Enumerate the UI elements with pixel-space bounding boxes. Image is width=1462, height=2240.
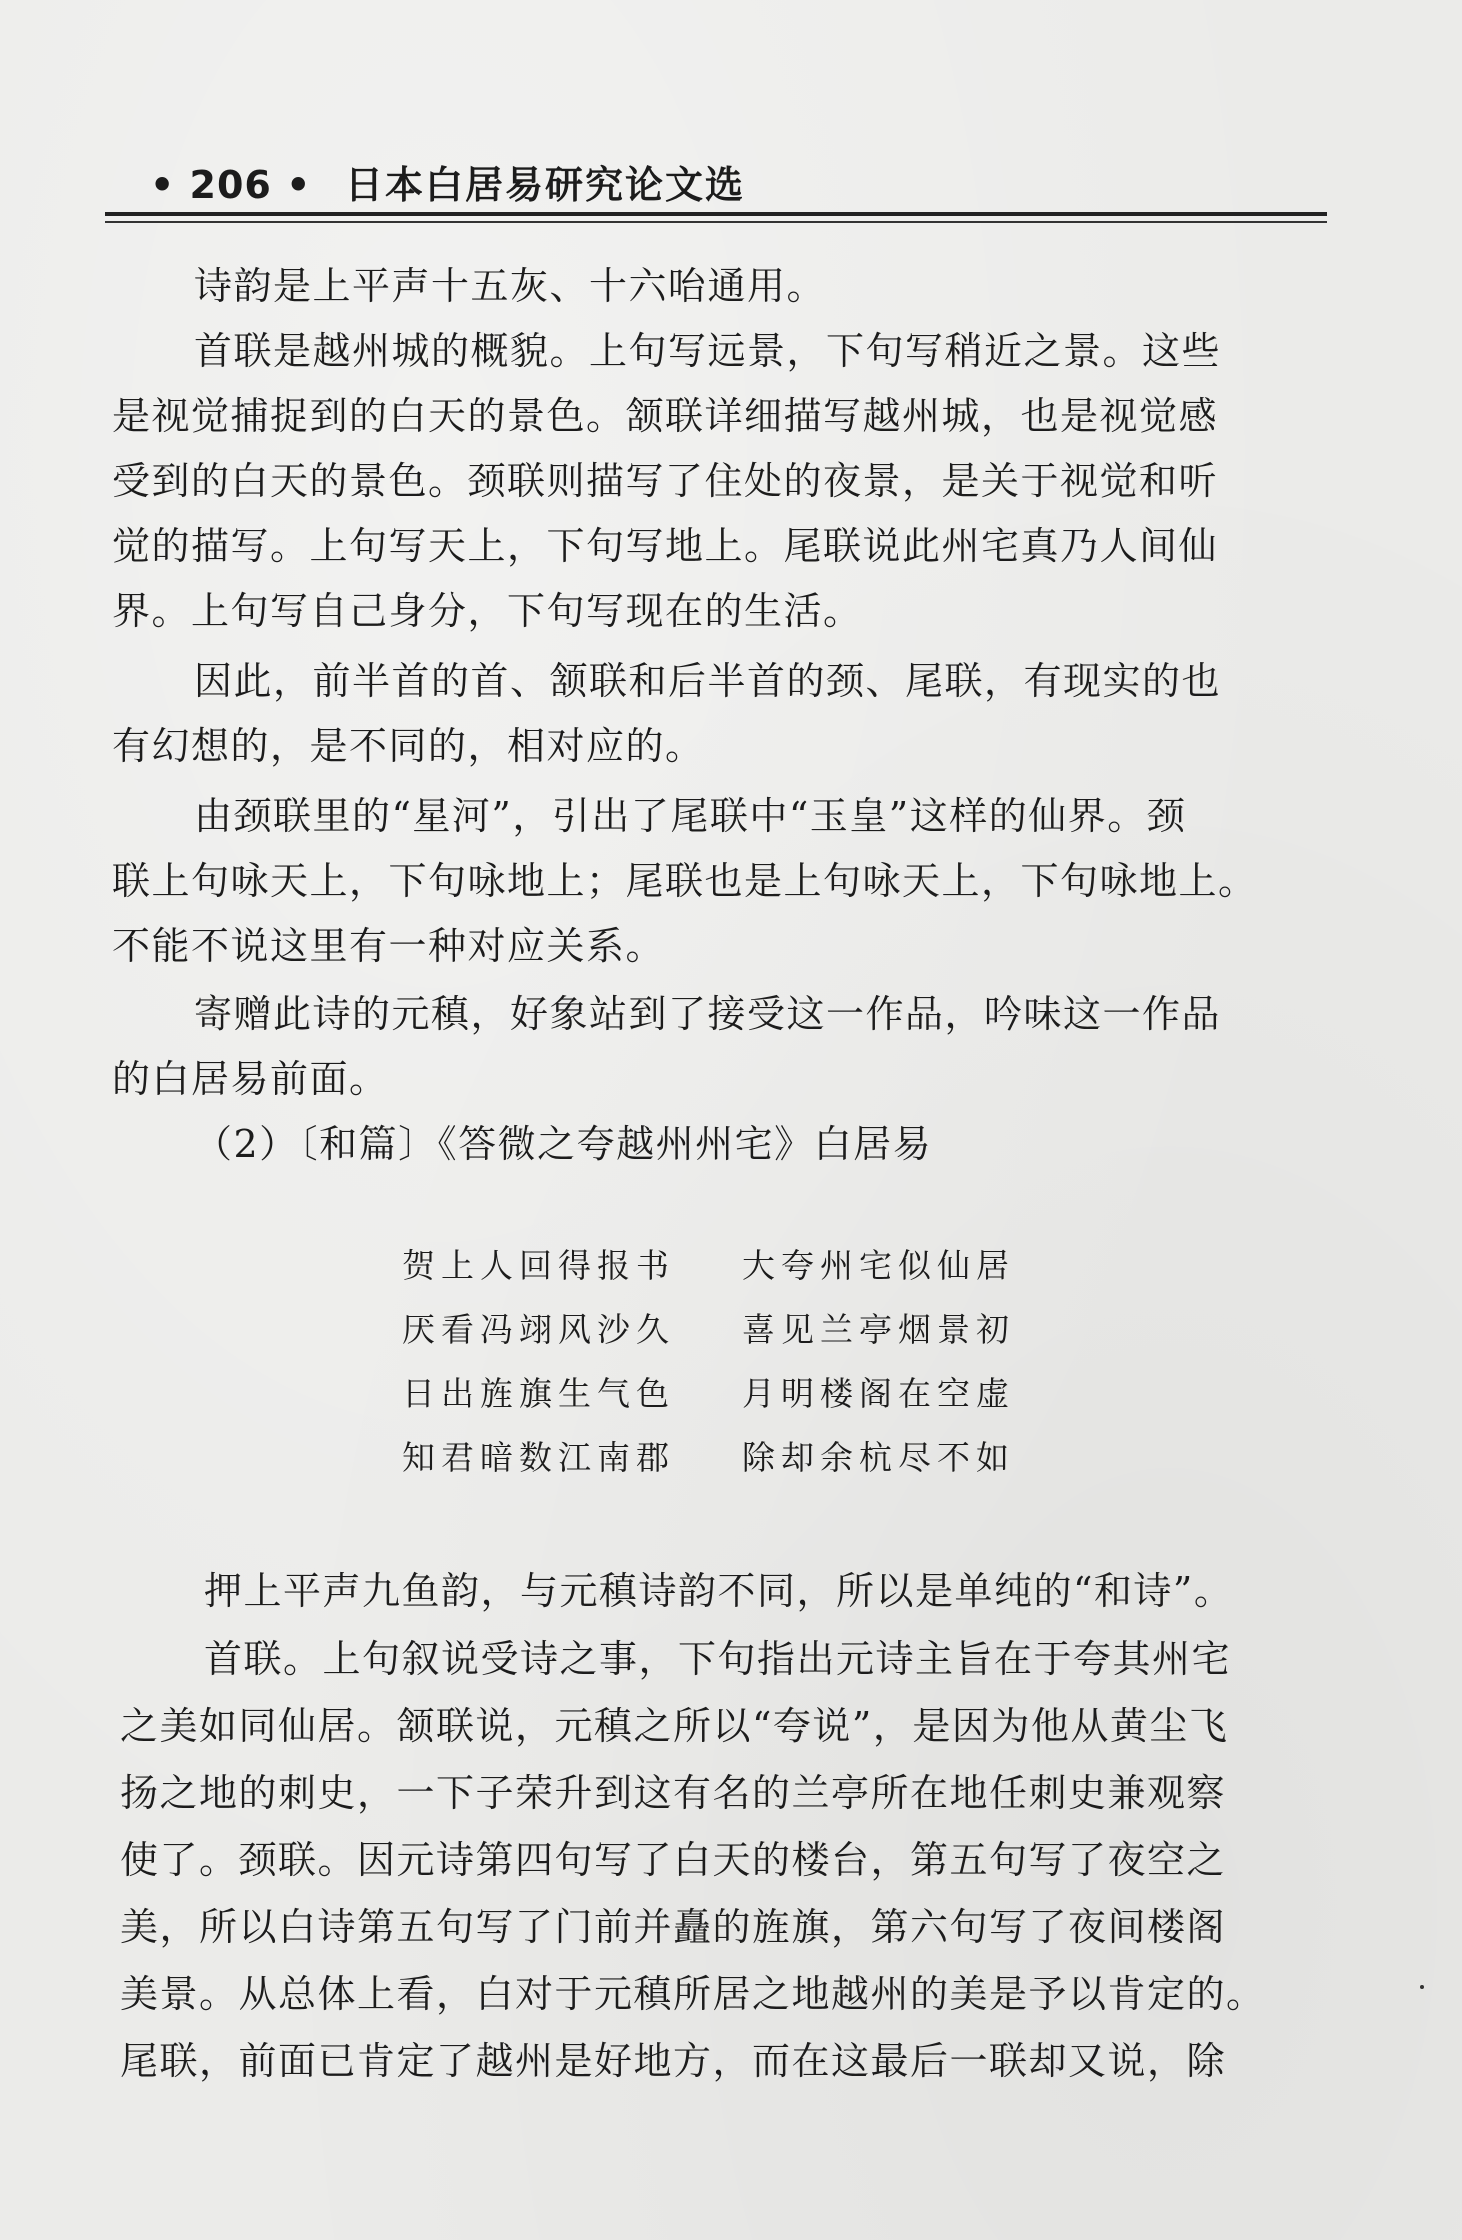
poem-line-b: 大夸州宅似仙居 <box>742 1246 1015 1285</box>
paragraph-line: 美景。从总体上看，白对于元稹所居之地越州的美是予以肯定的。 <box>120 1972 1266 2016</box>
page-number: • 206 • <box>150 163 312 207</box>
poem-line-a: 日出旌旗生气色 <box>402 1374 675 1413</box>
paragraph-line: 由颈联里的“星河”，引出了尾联中“玉皇”这样的仙界。颈 <box>194 794 1187 838</box>
paragraph-line: 寄赠此诗的元稹，好象站到了接受这一作品，吟味这一作品 <box>194 992 1222 1036</box>
poem-line-b: 除却余杭尽不如 <box>742 1438 1015 1477</box>
paragraph-line: 因此，前半首的首、颔联和后半首的颈、尾联，有现实的也 <box>194 659 1222 703</box>
paragraph-line: 联上句咏天上，下句咏地上；尾联也是上句咏天上，下句咏地上。 <box>112 859 1258 903</box>
paragraph-line: 诗韵是上平声十五灰、十六咍通用。 <box>194 264 827 308</box>
running-header <box>150 160 1330 210</box>
paragraph-line: 有幻想的，是不同的，相对应的。 <box>112 724 705 768</box>
paragraph-line: 押上平声九鱼韵，与元稹诗韵不同，所以是单纯的“和诗”。 <box>204 1569 1234 1613</box>
header-rule-thick <box>105 212 1327 216</box>
paragraph-line: 使了。颈联。因元诗第四句写了白天的楼台，第五句写了夜空之 <box>120 1838 1227 1882</box>
paragraph-line: 的白居易前面。 <box>112 1057 389 1101</box>
paragraph-line: 界。上句写自己身分，下句写现在的生活。 <box>112 589 863 633</box>
paragraph-line: 觉的描写。上句写天上，下句写地上。尾联说此州宅真乃人间仙 <box>112 524 1219 568</box>
scan-speck <box>1420 1985 1424 1989</box>
paragraph-line: 扬之地的刺史，一下子荣升到这有名的兰亭所在地任刺史兼观察 <box>120 1771 1227 1815</box>
paragraph-line: 不能不说这里有一种对应关系。 <box>112 924 666 968</box>
paragraph-line: 首联。上句叙说受诗之事，下句指出元诗主旨在于夸其州宅 <box>204 1637 1232 1681</box>
paragraph-line: 是视觉捕捉到的白天的景色。颔联详细描写越州城，也是视觉感 <box>112 394 1219 438</box>
poem-line-a: 贺上人回得报书 <box>402 1246 675 1285</box>
paragraph-line: 美，所以白诗第五句写了门前并矗的旌旗，第六句写了夜间楼阁 <box>120 1905 1227 1949</box>
book-title: 日本白居易研究论文选 <box>345 163 746 207</box>
poem-line-a: 知君暗数江南郡 <box>402 1438 675 1477</box>
section-heading: （2）〔和篇〕《答微之夸越州州宅》白居易 <box>194 1122 933 1166</box>
paragraph-line: 之美如同仙居。颔联说，元稹之所以“夸说”，是因为他从黄尘飞 <box>120 1704 1229 1748</box>
header-rule-thin <box>105 221 1327 223</box>
poem-line-b: 月明楼阁在空虚 <box>742 1374 1015 1413</box>
poem-line-b: 喜见兰亭烟景初 <box>742 1310 1015 1349</box>
paragraph-line: 尾联，前面已肯定了越州是好地方，而在这最后一联却又说，除 <box>120 2039 1227 2083</box>
paragraph-line: 首联是越州城的概貌。上句写远景，下句写稍近之景。这些 <box>194 329 1222 373</box>
paragraph-line: 受到的白天的景色。颈联则描写了住处的夜景，是关于视觉和听 <box>112 459 1219 503</box>
poem-line-a: 厌看冯翊风沙久 <box>402 1310 675 1349</box>
